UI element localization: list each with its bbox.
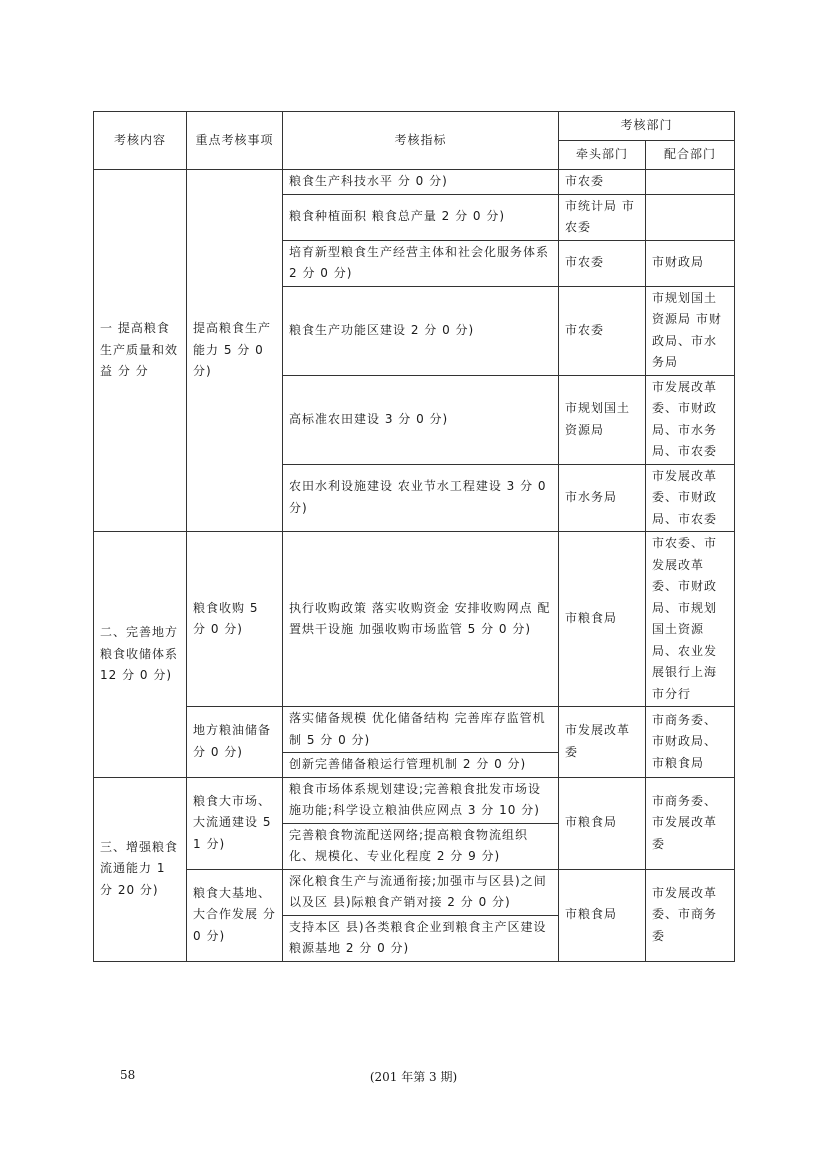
assist-dept: 市农委、市发展改革委、市财政局、市规划国土资源局、农业发展银行上海市分行: [646, 532, 735, 707]
assist-dept: 市发展改革委、市财政局、市农委: [646, 464, 735, 532]
table-row: [94, 707, 735, 753]
indicator: 深化粮食生产与流通衔接;加强市与区县)之间以及区 县)际粮食产销对接 2 分 0 分): [283, 869, 559, 915]
key-item: 粮食大基地、大合作发展 分 0 分): [187, 869, 283, 961]
group-content: 二、完善地方粮食收储体系 12 分 0 分): [94, 532, 187, 778]
indicator: 执行收购政策 落实收购资金 安排收购网点 配置烘干设施 加强收购市场监管 5 分 0 分): [283, 532, 559, 707]
header-content: 考核内容: [94, 112, 187, 170]
indicator: 粮食市场体系规划建设;完善粮食批发市场设施功能;科学设立粮油供应网点 3 分 10 分): [283, 777, 559, 823]
assist-dept: 市发展改革委、市商务委: [646, 869, 735, 961]
lead-dept: 市粮食局: [559, 869, 646, 961]
indicator: 落实储备规模 优化储备结构 完善库存监管机制 5 分 0 分): [283, 707, 559, 753]
assist-dept: 市发展改革委、市财政局、市水务局、市农委: [646, 375, 735, 464]
lead-dept: 市农委: [559, 240, 646, 286]
issue-label: (201 年第 3 期): [369, 1070, 458, 1084]
key-item: 粮食收购 5 分 0 分): [187, 532, 283, 707]
indicator: 粮食生产功能区建设 2 分 0 分): [283, 286, 559, 375]
assessment-table: [93, 111, 735, 962]
header-indicators: 考核指标: [283, 112, 559, 170]
table-row: [94, 777, 735, 823]
assist-dept: 市商务委、市财政局、市粮食局: [646, 707, 735, 778]
header-departments: 考核部门: [559, 112, 735, 141]
key-item: 地方粮油储备 分 0 分): [187, 707, 283, 778]
indicator: 支持本区 县)各类粮食企业到粮食主产区建设粮源基地 2 分 0 分): [283, 915, 559, 961]
lead-dept: 市农委: [559, 286, 646, 375]
header-row: [94, 112, 735, 141]
header-lead: 牵头部门: [559, 141, 646, 170]
assist-dept: 市规划国土资源局 市财政局、市水务局: [646, 286, 735, 375]
key-item: 粮食大市场、大流通建设 5 1 分): [187, 777, 283, 869]
table-row: [94, 869, 735, 915]
table-row: [94, 532, 735, 707]
lead-dept: 市水务局: [559, 464, 646, 532]
header-key-items: 重点考核事项: [187, 112, 283, 170]
header-assist: 配合部门: [646, 141, 735, 170]
assist-dept: 市商务委、市发展改革委: [646, 777, 735, 869]
indicator: 培育新型粮食生产经营主体和社会化服务体系 2 分 0 分): [283, 240, 559, 286]
group-content: 三、增强粮食流通能力 1 分 20 分): [94, 777, 187, 961]
lead-dept: 市粮食局: [559, 777, 646, 869]
indicator: 完善粮食物流配送网络;提高粮食物流组织化、规模化、专业化程度 2 分 9 分): [283, 823, 559, 869]
indicator: 粮食生产科技水平 分 0 分): [283, 170, 559, 195]
lead-dept: 市规划国土资源局: [559, 375, 646, 464]
table-row: [94, 170, 735, 195]
key-item: 提高粮食生产能力 5 分 0 分): [187, 170, 283, 532]
indicator: 粮食种植面积 粮食总产量 2 分 0 分): [283, 194, 559, 240]
lead-dept: 市农委: [559, 170, 646, 195]
indicator: 创新完善储备粮运行管理机制 2 分 0 分): [283, 753, 559, 778]
page-number: 58: [120, 1068, 136, 1082]
assist-dept: [646, 194, 735, 240]
indicator: 高标准农田建设 3 分 0 分): [283, 375, 559, 464]
lead-dept: 市发展改革委: [559, 707, 646, 778]
lead-dept: 市粮食局: [559, 532, 646, 707]
assist-dept: 市财政局: [646, 240, 735, 286]
lead-dept: 市统计局 市农委: [559, 194, 646, 240]
assist-dept: [646, 170, 735, 195]
group-content: 一 提高粮食生产质量和效益 分 分: [94, 170, 187, 532]
indicator: 农田水利设施建设 农业节水工程建设 3 分 0 分): [283, 464, 559, 532]
